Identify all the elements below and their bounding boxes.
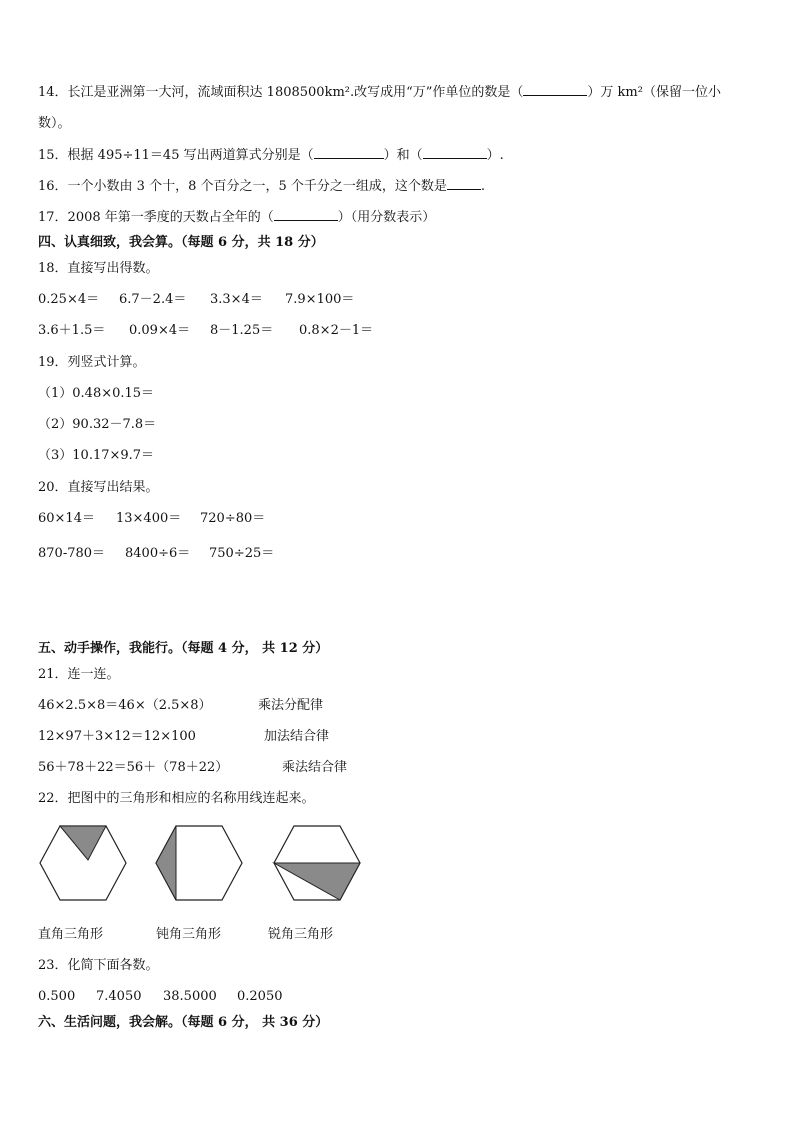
q21-title: 21．连一连。 [38,667,120,682]
triangle-label: 锐角三角形 [268,927,334,942]
q19-title: 19．列竖式计算。 [38,355,146,370]
answer-blank[interactable] [423,146,487,159]
expression: 6.7－2.4＝ [119,292,187,307]
q19-item-2: （2）90.32－7.8＝ [38,417,157,432]
number: 38.5000 [163,989,217,1004]
expression: 7.9×100＝ [285,292,355,307]
q14-text-b: ）万 km²（保留一位小 [587,85,721,100]
expression: 0.25×4＝ [38,292,100,307]
q17-text-a: 17．2008 年第一季度的天数占全年的（ [38,210,274,225]
expression: 0.09×4＝ [129,323,191,338]
expression: 720÷80＝ [200,511,266,526]
q15-text-c: ）. [486,148,504,163]
q23-title: 23．化简下面各数。 [38,958,159,973]
q16-text-a: 16．一个小数由 3 个十，8 个百分之一，5 个千分之一组成，这个数是 [38,179,447,194]
expression: 870-780＝ [38,546,106,561]
hexagon-figure-2 [154,824,244,902]
answer-blank[interactable] [274,208,338,221]
question-17 [38,208,435,227]
expression: 8－1.25＝ [210,323,274,338]
number: 7.4050 [96,989,142,1004]
section-4-heading: 四、认真细致，我会算。（每题 6 分，共 18 分） [38,235,324,250]
hexagon-figure-3 [272,824,362,902]
question-16 [38,177,485,196]
question-15 [38,146,504,165]
q14-continuation: 数）。 [38,116,71,131]
number: 0.500 [38,989,76,1004]
equation: 56＋78＋22＝56＋（78＋22） [38,760,229,775]
q17-text-b: ）（用分数表示） [337,210,436,225]
hexagon-figure-1 [38,824,128,902]
answer-blank[interactable] [447,177,481,190]
q22-title: 22．把图中的三角形和相应的名称用线连起来。 [38,791,315,806]
q14-text-a: 14．长江是亚洲第一大河，流域面积达 1808500km².改写成用“万”作单位的数是（ [38,85,524,100]
law-label: 加法结合律 [264,729,330,744]
triangle-label: 直角三角形 [38,927,104,942]
shaded-triangle [156,826,176,900]
section-5-heading: 五、动手操作，我能行。（每题 4 分， 共 12 分） [38,641,329,656]
expression: 8400÷6＝ [125,546,191,561]
expression: 0.8×2－1＝ [299,323,374,338]
q15-text-b: ）和（ [383,148,423,163]
equation: 12×97＋3×12＝12×100 [38,729,196,744]
q16-text-b: . [480,179,486,194]
question-14 [38,83,721,102]
section-6-heading: 六、生活问题，我会解。（每题 6 分， 共 36 分） [38,1015,329,1030]
q15-text-a: 15．根据 495÷11＝45 写出两道算式分别是（ [38,148,314,163]
q19-item-3: （3）10.17×9.7＝ [38,448,155,463]
number: 0.2050 [237,989,283,1004]
law-label: 乘法分配律 [258,698,324,713]
expression: 3.3×4＝ [210,292,263,307]
expression: 13×400＝ [116,511,182,526]
q19-item-1: （1）0.48×0.15＝ [38,386,155,401]
expression: 60×14＝ [38,511,95,526]
law-label: 乘法结合律 [282,760,348,775]
expression: 3.6＋1.5＝ [38,323,106,338]
q18-title: 18．直接写出得数。 [38,261,159,276]
expression: 750÷25＝ [209,546,275,561]
equation: 46×2.5×8＝46×（2.5×8） [38,698,212,713]
answer-blank[interactable] [523,83,587,96]
triangle-label: 钝角三角形 [156,927,222,942]
q20-title: 20．直接写出结果。 [38,480,159,495]
answer-blank[interactable] [314,146,384,159]
